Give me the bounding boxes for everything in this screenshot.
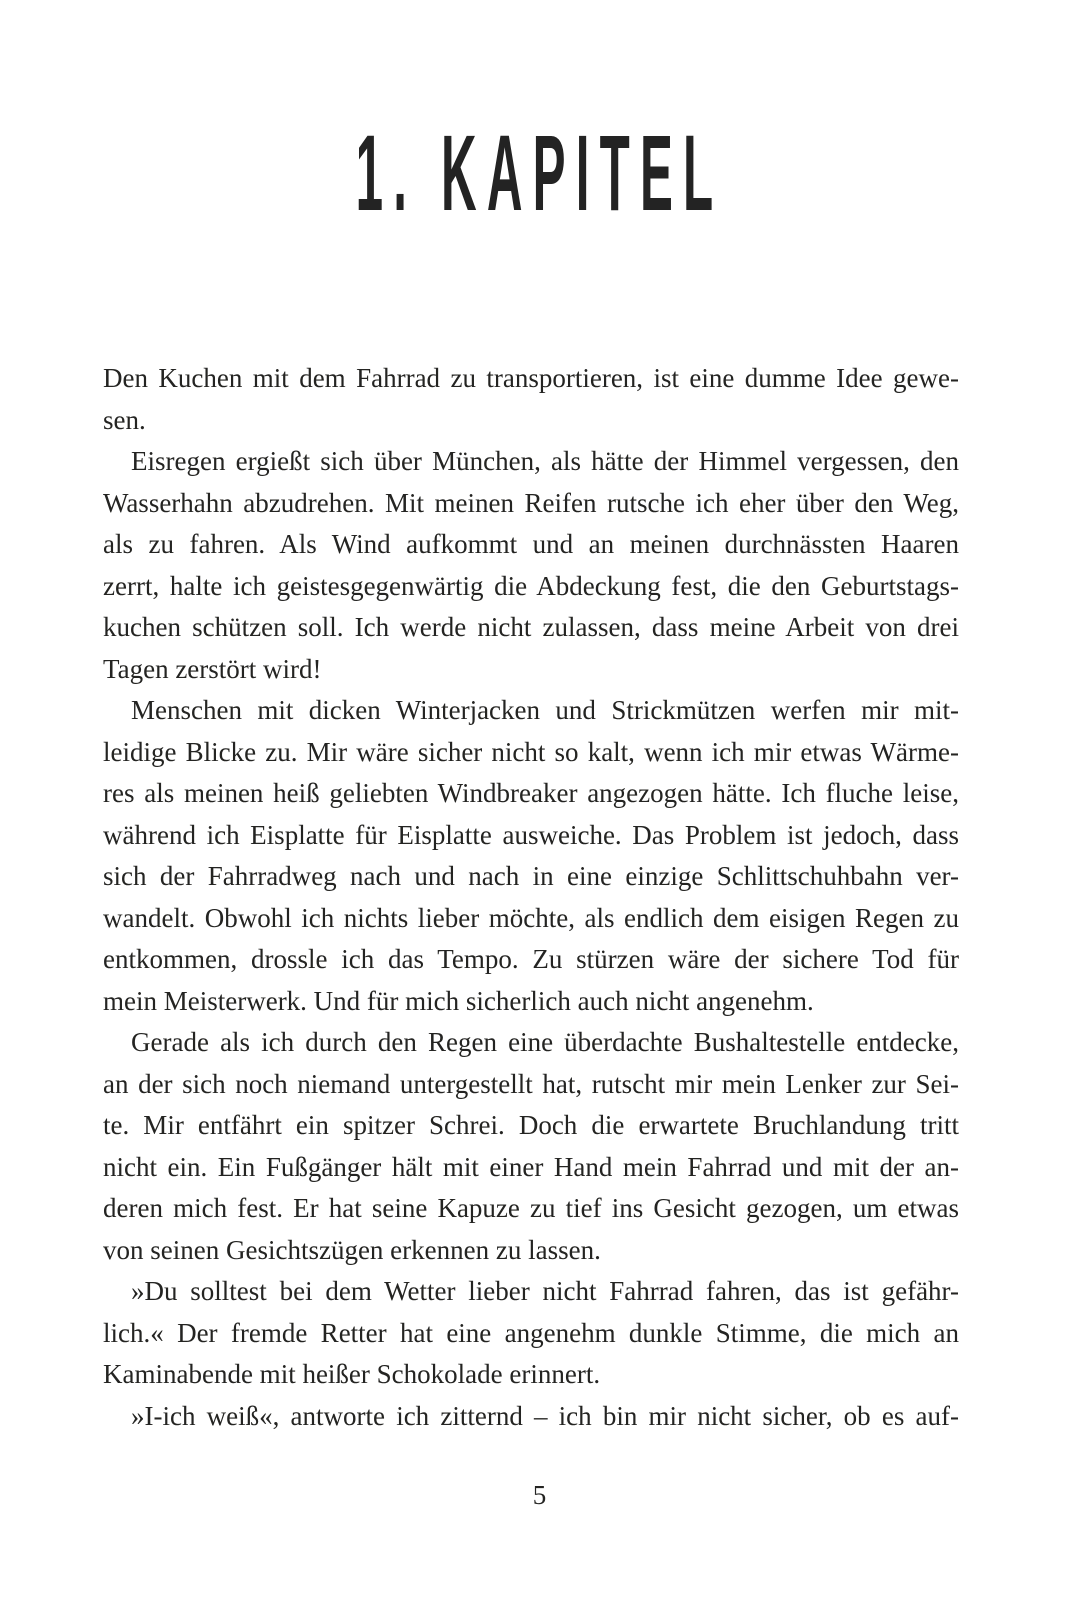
text-line: mein Meisterwerk. Und für mich sicherlich auch nicht angenehm. xyxy=(103,985,814,1016)
text-line: deren mich fest. Er hat seine Kapuze zu tief ins Gesicht gezogen, um etwas xyxy=(103,1193,959,1223)
text-line: lich.« Der fremde Retter hat eine angenehm dunkle Stimme, die mich an xyxy=(103,1317,959,1348)
text-line: Eisregen ergießt sich über München, als hätte der Himmel vergessen, den xyxy=(131,446,959,476)
text-line: Tagen zerstört wird! xyxy=(103,653,322,684)
page-number: 5 xyxy=(532,1480,547,1510)
text-line: Menschen mit dicken Winterjacken und Strickmützen werfen mir mit- xyxy=(131,695,959,725)
text-line: sen. xyxy=(103,404,146,435)
text-line: wandelt. Obwohl ich nichts lieber möchte, als endlich dem eisigen Regen zu xyxy=(103,902,959,933)
text-line: Wasserhahn abzudrehen. Mit meinen Reifen rutsche ich eher über den Weg, xyxy=(103,487,959,518)
text-line: »Du solltest bei dem Wetter lieber nicht Fahrrad fahren, das ist gefähr- xyxy=(131,1276,959,1306)
text-line: Gerade als ich durch den Regen eine überdachte Bushaltestelle entdecke, xyxy=(131,1027,959,1057)
text-line: von seinen Gesichtszügen erkennen zu lassen. xyxy=(103,1234,601,1265)
text-line: »I-ich weiß«, antworte ich zitternd – ich bin mir nicht sicher, ob es auf- xyxy=(131,1400,959,1431)
text-block xyxy=(103,358,959,1437)
text-line: nicht ein. Ein Fußgänger hält mit einer Hand mein Fahrrad und mit der an- xyxy=(103,1151,959,1182)
text-line: te. Mir entfährt ein spitzer Schrei. Doch die erwartete Bruchlandung tritt xyxy=(103,1110,959,1140)
text-line: an der sich noch niemand untergestellt hat, rutscht mir mein Lenker zur Sei- xyxy=(103,1068,959,1099)
text-line: als zu fahren. Als Wind aufkommt und an meinen durchnässten Haaren xyxy=(103,529,959,559)
text-line: sich der Fahrradweg nach und nach in eine einzige Schlittschuhbahn ver- xyxy=(103,861,959,891)
text-line: zerrt, halte ich geistesgegenwärtig die Abdeckung fest, die den Geburtstags- xyxy=(103,570,959,601)
text-line: Den Kuchen mit dem Fahrrad zu transportieren, ist eine dumme Idee gewe- xyxy=(103,363,959,393)
text-line: Kaminabende mit heißer Schokolade erinnert. xyxy=(103,1359,601,1389)
text-line: entkommen, drossle ich das Tempo. Zu stürzen wäre der sichere Tod für xyxy=(103,944,959,974)
text-line: res als meinen heiß geliebten Windbreaker angezogen hätte. Ich fluche leise, xyxy=(103,778,959,808)
chapter-heading: 1. KAPITEL xyxy=(355,113,724,235)
text-line: während ich Eisplatte für Eisplatte ausweiche. Das Problem ist jedoch, dass xyxy=(103,819,959,850)
text-line: leidige Blicke zu. Mir wäre sicher nicht so kalt, wenn ich mir etwas Wärme- xyxy=(103,736,959,767)
text-line: kuchen schützen soll. Ich werde nicht zulassen, dass meine Arbeit von drei xyxy=(103,612,959,642)
